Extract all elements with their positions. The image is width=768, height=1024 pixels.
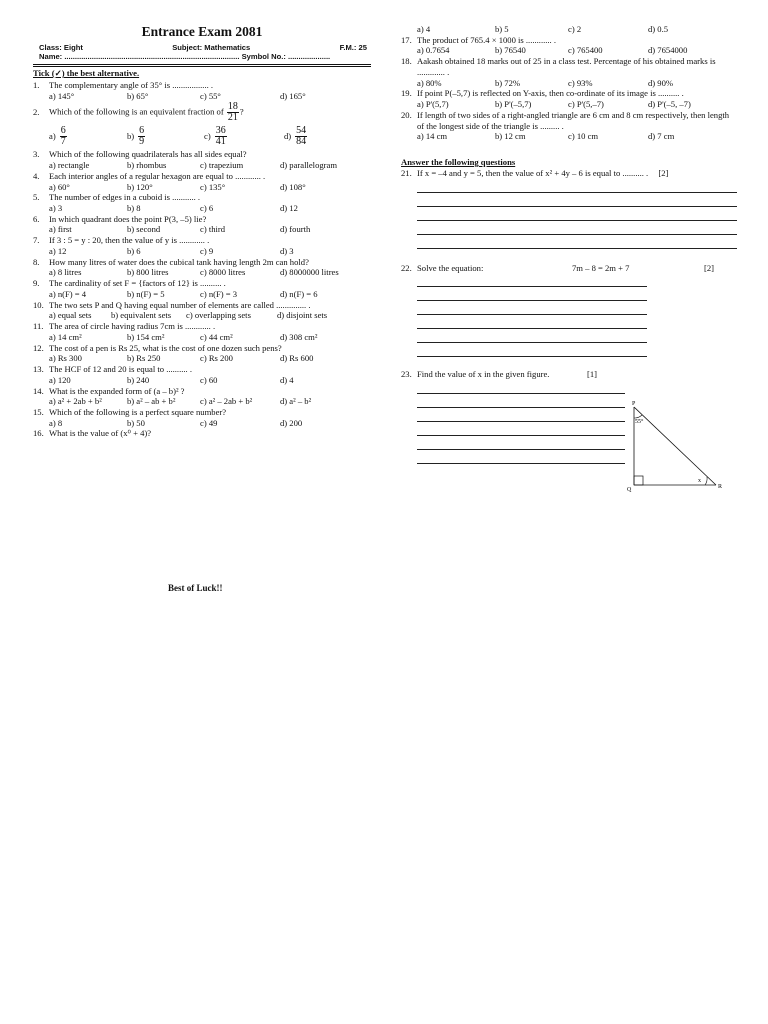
vertex-p-label: P [632, 401, 636, 407]
option[interactable]: b) 8 [127, 203, 141, 214]
option[interactable]: b) 65° [127, 90, 149, 101]
option[interactable]: d) 308 cm² [280, 331, 318, 342]
question-text: What is the expanded form of (a – b)² ? [49, 385, 185, 396]
question-text: In which quadrant does the point P(3, –5) lie? [49, 213, 207, 224]
option[interactable]: b) 5 [495, 24, 509, 34]
question-number: 2. [33, 107, 40, 118]
option[interactable]: a) 8 [49, 417, 63, 428]
option[interactable]: c) 765400 [568, 45, 603, 56]
right-angle-mark [634, 476, 643, 485]
option[interactable]: d) Rs 600 [280, 353, 314, 364]
question-1 [33, 80, 371, 101]
question-text: If 3 : 5 = y : 20, then the value of y is ............ . [49, 235, 210, 246]
vertex-q-label: Q [627, 487, 632, 493]
unknown-angle-label: x [698, 478, 701, 484]
option[interactable]: a) n(F) = 4 [49, 288, 87, 299]
question-text: Aakash obtained 18 marks out of 25 in a class test. Percentage of his obtained marks is ............. . [417, 56, 716, 77]
answer-lines[interactable] [417, 273, 647, 357]
question-text: The complementary angle of 35° is ................. . [49, 79, 214, 90]
option[interactable]: d) $\frac{54}{84}$ [284, 125, 307, 148]
question-number: 9. [33, 278, 40, 289]
question-22 [401, 263, 736, 358]
question-text: Each interior angles of a regular hexagon are equal to ............ . [49, 170, 266, 181]
question-number: 11. [33, 321, 44, 332]
option[interactable]: c) 49 [200, 417, 218, 428]
subject-label: Subject: Mathematics [172, 42, 251, 52]
question-text: The product of 765.4 × 1000 is ............ . [417, 34, 556, 45]
option[interactable]: c) trapezium [200, 160, 244, 171]
angle-label: 55° [635, 419, 644, 425]
option[interactable]: d) a² – b² [280, 396, 312, 407]
name-symbol-row [33, 52, 371, 61]
option[interactable]: a) 145° [49, 90, 75, 101]
question-number: 18. [401, 56, 412, 67]
option[interactable]: c) 8000 litres [200, 267, 246, 278]
option[interactable]: a) rectangle [49, 160, 90, 171]
marks: [1] [587, 369, 598, 380]
right-column [401, 24, 736, 464]
answer-lines[interactable] [417, 179, 737, 249]
option[interactable]: c) overlapping sets [186, 310, 251, 321]
option[interactable]: b) equivalent sets [111, 310, 172, 321]
option[interactable]: c) 55° [200, 90, 221, 101]
question-18 [401, 56, 736, 88]
option[interactable]: a) 120 [49, 374, 71, 385]
question-5 [33, 192, 371, 213]
question-number: 16. [33, 428, 44, 439]
option[interactable]: c) third [200, 224, 226, 235]
question-text: The cardinality of set F = {factors of 12} is .......... . [49, 278, 226, 289]
question-8 [33, 257, 371, 278]
question-number: 14. [33, 385, 44, 396]
option[interactable]: b) P'(–5,7) [495, 99, 532, 110]
answer-lines[interactable] [417, 380, 625, 464]
marks: [2] [658, 167, 669, 178]
option[interactable]: d) disjoint sets [277, 310, 328, 321]
option[interactable]: c) 6 [200, 203, 214, 214]
option[interactable]: b) n(F) = 5 [127, 288, 165, 299]
option[interactable]: c) 60 [200, 374, 218, 385]
instruction: Tick (✓) the best alternative. [33, 68, 140, 79]
option[interactable]: a) equal sets [49, 310, 92, 321]
option[interactable]: d) fourth [280, 224, 311, 235]
question-20 [401, 110, 736, 142]
question-3 [33, 149, 371, 170]
option[interactable]: a) Rs 300 [49, 353, 82, 364]
option[interactable]: d) 8000000 litres [280, 267, 339, 278]
option[interactable]: b) 6 [127, 245, 141, 256]
option[interactable]: d) 7 cm [648, 131, 675, 142]
best-of-luck: Best of Luck!! [168, 583, 223, 593]
exam-meta-row [33, 43, 371, 52]
option[interactable]: a) first [49, 224, 72, 235]
option[interactable]: b) 800 litres [127, 267, 169, 278]
option[interactable]: b) 72% [495, 77, 521, 88]
symbol-field: Symbol No.: .................... [241, 52, 331, 62]
question-19 [401, 88, 736, 109]
question-number: 10. [33, 299, 44, 310]
marks: [2] [704, 262, 715, 273]
option[interactable]: a) P'(5,7) [417, 99, 449, 110]
question-number: 20. [401, 109, 412, 120]
option[interactable]: a) 80% [417, 77, 442, 88]
option[interactable]: b) a² – ab + b² [127, 396, 176, 407]
option[interactable]: a) 8 litres [49, 267, 82, 278]
option[interactable]: a) a² + 2ab + b² [49, 396, 102, 407]
question-text: Which of the following is an equivalent fraction of [49, 106, 224, 117]
option[interactable]: b) second [127, 224, 161, 235]
question-text: How many litres of water does the cubical tank having length 2m can hold? [49, 256, 309, 267]
question-number: 8. [33, 256, 40, 267]
full-marks-label: F.M.: 25 [339, 42, 367, 52]
question-number: 7. [33, 235, 40, 246]
section-heading: Answer the following questions [401, 157, 516, 168]
option[interactable]: c) a² – 2ab + b² [200, 396, 253, 407]
option[interactable]: c) Rs 200 [200, 353, 233, 364]
option[interactable]: d) 7654000 [648, 45, 688, 56]
option[interactable]: b) rhombus [127, 160, 167, 171]
question-9 [33, 278, 371, 299]
question-list [33, 149, 371, 439]
question-number: 19. [401, 88, 412, 99]
vertex-r-label: R [718, 484, 723, 490]
option[interactable]: b) 154 cm² [127, 331, 165, 342]
question-text: If point P(–5,7) is reflected on Y-axis, then co-ordinate of its image is .......... . [417, 88, 684, 99]
option[interactable]: d) 12 [280, 203, 298, 214]
option[interactable]: a) 0.7654 [417, 45, 450, 56]
option[interactable]: d) 108° [280, 181, 306, 192]
question-text: Solve the equation: [417, 262, 484, 273]
class-label: Class: Eight [39, 42, 83, 52]
option[interactable]: b) Rs 250 [127, 353, 161, 364]
question-number: 1. [33, 79, 40, 90]
option[interactable]: d) 4 [280, 374, 294, 385]
question-text: The cost of a pen is Rs 25, what is the cost of one dozen such pens? [49, 342, 282, 353]
option[interactable]: b) 240 [127, 374, 150, 385]
left-column [33, 24, 371, 439]
question-16-options [401, 24, 736, 35]
question-number: 12. [33, 342, 44, 353]
option[interactable]: c) P'(5,–7) [568, 99, 604, 110]
question-number: 13. [33, 364, 44, 375]
fraction: $\frac{18}{21}$ [227, 101, 238, 124]
option[interactable]: a) $\frac{6}{7}$ [49, 125, 66, 148]
option[interactable]: a) 60° [49, 181, 70, 192]
option[interactable]: b) 50 [127, 417, 145, 428]
option[interactable]: d) 0.5 [648, 24, 669, 34]
question-number: 6. [33, 213, 40, 224]
question-11 [33, 321, 371, 342]
option[interactable]: d) parallelogram [280, 160, 338, 171]
question-number: 15. [33, 406, 44, 417]
question-text: The two sets P and Q having equal number of elements are called .............. . [49, 299, 311, 310]
question-text: The HCF of 12 and 20 is equal to .......... . [49, 364, 192, 375]
option[interactable]: c) 10 cm [568, 131, 599, 142]
option[interactable]: a) 4 [417, 24, 431, 34]
question-6 [33, 214, 371, 235]
question-12 [33, 343, 371, 364]
question-number: 22. [401, 262, 412, 273]
option[interactable]: c) 2 [568, 24, 582, 34]
question-14 [33, 386, 371, 407]
option[interactable]: c) 9 [200, 245, 214, 256]
question-13 [33, 364, 371, 385]
question-text: If x = –4 and y = 5, then the value of x² + 4y – 6 is equal to .......... . [417, 167, 649, 178]
question-text: Find the value of x in the given figure. [417, 369, 550, 380]
option[interactable]: c) 135° [200, 181, 226, 192]
question-mark: ? [239, 106, 244, 117]
question-21 [401, 168, 736, 249]
exam-title: Entrance Exam 2081 [141, 24, 263, 39]
angle-p-arc [634, 415, 642, 418]
option[interactable]: a) 14 cm [417, 131, 448, 142]
option[interactable]: d) 90% [648, 77, 674, 88]
question-number: 4. [33, 170, 40, 181]
question-number: 23. [401, 369, 412, 380]
option[interactable]: a) 12 [49, 245, 67, 256]
option[interactable]: a) 14 cm² [49, 331, 82, 342]
question-16 [33, 428, 371, 439]
question-text: Which of the following quadrilaterals has all sides equal? [49, 149, 247, 160]
question-number: 3. [33, 149, 40, 160]
option[interactable]: c) $\frac{36}{41}$ [204, 125, 226, 148]
option[interactable]: c) 44 cm² [200, 331, 233, 342]
triangle-figure [622, 399, 732, 494]
question-text: If length of two sides of a right-angled triangle are 6 cm and 8 cm respectively, then length of the longest side of the triangle is ......... . [417, 109, 730, 131]
question-number: 21. [401, 167, 412, 178]
option[interactable]: b) 120° [127, 181, 153, 192]
question-15 [33, 407, 371, 428]
question-number: 5. [33, 192, 40, 203]
question-2 [33, 102, 371, 147]
option[interactable]: b) 76540 [495, 45, 526, 56]
question-number: 17. [401, 34, 412, 45]
side-pr [634, 407, 716, 485]
option[interactable]: b) 12 cm [495, 131, 526, 142]
option[interactable]: d) n(F) = 6 [280, 288, 318, 299]
question-17 [401, 35, 736, 56]
angle-r-arc [705, 477, 707, 485]
question-10 [33, 300, 371, 321]
question-7 [33, 235, 371, 256]
option[interactable]: c) n(F) = 3 [200, 288, 238, 299]
option[interactable]: c) 93% [568, 77, 593, 88]
question-text: What is the value of (x⁰ + 4)? [49, 428, 152, 439]
question-4 [33, 171, 371, 192]
header-divider [33, 64, 371, 67]
question-text: Which of the following is a perfect square number? [49, 406, 227, 417]
option[interactable]: d) 165° [280, 90, 306, 101]
option[interactable]: d) 3 [280, 245, 294, 256]
question-text: The number of edges in a cuboid is ........... . [49, 192, 201, 203]
option[interactable]: d) 200 [280, 417, 303, 428]
question-text: The area of circle having radius 7cm is ............ . [49, 321, 216, 332]
equation: 7m – 8 = 2m + 7 [572, 262, 630, 273]
option[interactable]: d) P'(–5, –7) [648, 99, 691, 110]
option[interactable]: a) 3 [49, 203, 63, 214]
name-field: Name: ................................................................................... [39, 52, 240, 62]
option[interactable]: b) $\frac{6}{9}$ [127, 125, 145, 148]
